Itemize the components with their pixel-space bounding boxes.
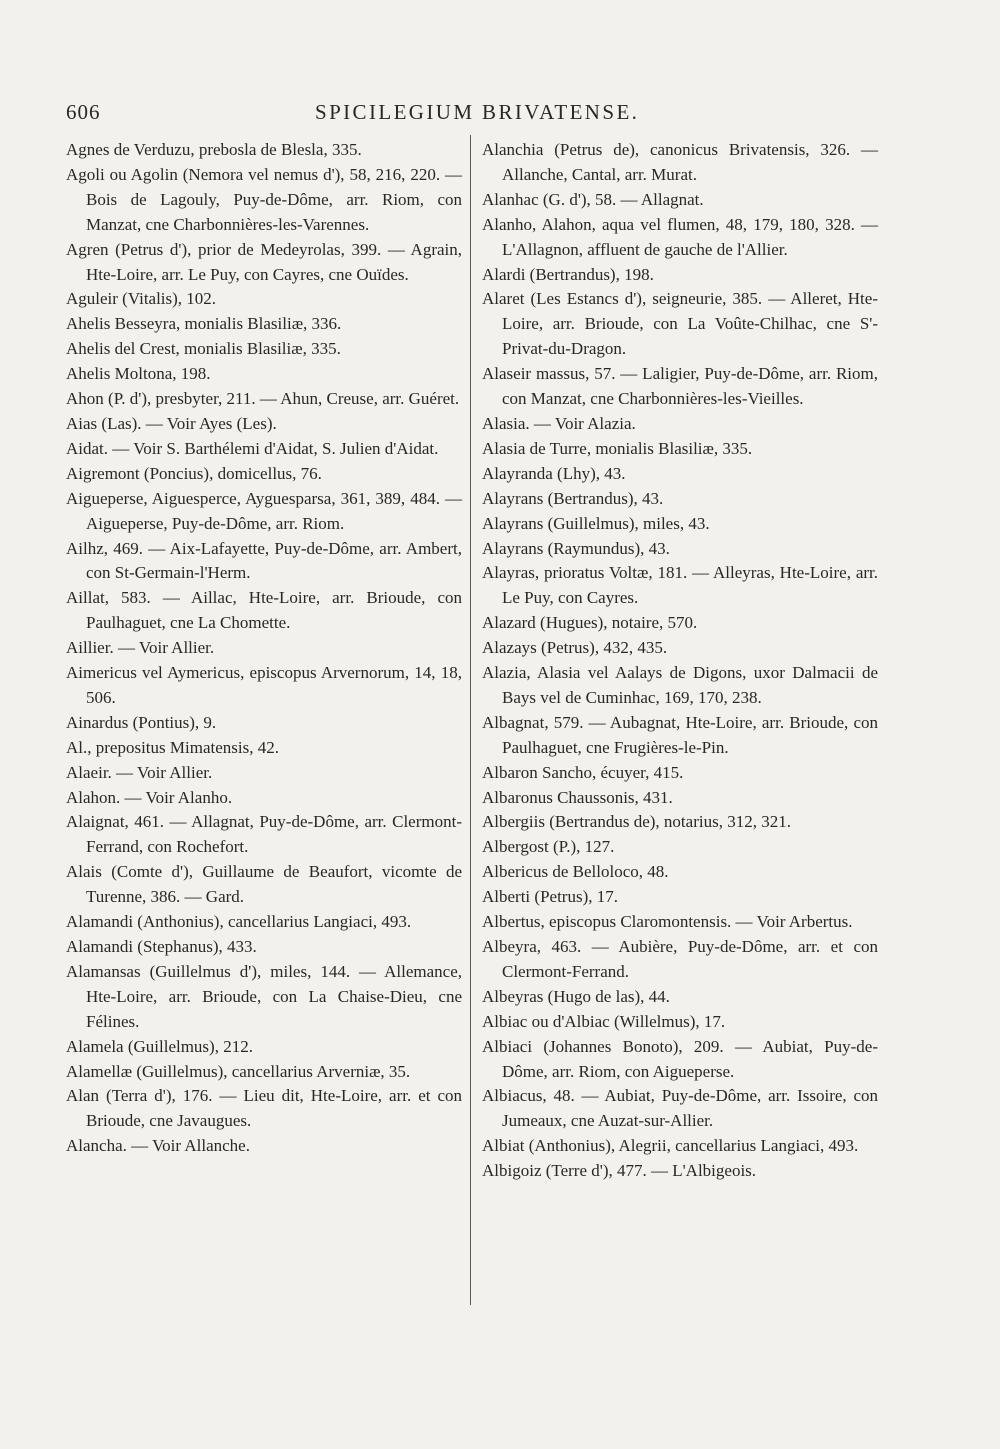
index-entry: Albaronus Chaussonis, 431. <box>482 787 673 807</box>
index-entry: Alaignat, 461. — Allagnat, Puy-de-Dôme, arr. Clermont-Ferrand, con Rochefort. <box>66 812 462 857</box>
index-entry: Aias (Las). — Voir Ayes (Les). <box>66 413 277 433</box>
index-entry: Alan (Terra d'), 176. — Lieu dit, Hte-Loire, arr. et con Brioude, cne Javaugues. <box>66 1086 462 1131</box>
right-column <box>482 138 878 1184</box>
index-entry: Albericus de Belloloco, 48. <box>482 862 669 882</box>
index-entry: Albertus, episcopus Claromontensis. — Voir Arbertus. <box>482 912 853 932</box>
index-entry: Alanho, Alahon, aqua vel flumen, 48, 179, 180, 328. — L'Allagnon, affluent de gauche de l'Allier. <box>482 214 878 259</box>
index-entry: Alamansas (Guillelmus d'), miles, 144. — Allemance, Hte-Loire, arr. Brioude, con La Chaise-Dieu, cne Félines. <box>66 961 462 1031</box>
index-entry: Agnes de Verduzu, preboslа de Blesla, 335. <box>66 140 362 159</box>
column-divider <box>470 135 471 1305</box>
index-entry: Alasia. — Voir Alazia. <box>482 413 636 433</box>
index-entry: Aigremont (Poncius), domicellus, 76. <box>66 463 322 483</box>
index-entry: Albiat (Anthonius), Alegrii, cancellarius Langiaci, 493. <box>482 1136 859 1156</box>
index-entry: Albeyra, 463. — Aubière, Puy-de-Dôme, arr. et con Clermont-Ferrand. <box>482 937 878 981</box>
index-entry: Alardi (Bertrandus), 198. <box>482 264 654 284</box>
index-entry: Albagnat, 579. — Aubagnat, Hte-Loire, arr. Brioude, con Paulhaguet, cne Frugières-le-Pin. <box>482 712 878 757</box>
index-entry: Alahon. — Voir Alanho. <box>66 787 233 807</box>
index-entry: Albiac ou d'Albiac (Willelmus), 17. <box>482 1011 726 1031</box>
index-entry: Albeyras (Hugo de las), 44. <box>482 986 670 1006</box>
index-entry: Ahon (P. d'), presbyter, 211. — Ahun, Creuse, arr. Guéret. <box>66 389 460 409</box>
index-entry: Alanhac (G. d'), 58. — Allagnat. <box>482 189 704 209</box>
index-entry: Agoli ou Agolin (Nemora vel nemus d'), 58, 216, 220. — Bois de Lagouly, Puy-de-Dôme, arr. Riom, con Manzat, cne Charbonnières-les-Varennes. <box>66 164 462 234</box>
index-entry: Albigoiz (Terre d'), 477. — L'Albigeois. <box>482 1161 757 1181</box>
index-entry: Albiacus, 48. — Aubiat, Puy-de-Dôme, arr. Issoire, con Jumeaux, cne Auzat-sur-Allier. <box>482 1086 878 1131</box>
index-entry: Alamandi (Stephanus), 433. <box>66 937 257 956</box>
index-entry: Alamela (Guillelmus), 212. <box>66 1036 253 1056</box>
page-number: 606 <box>66 100 101 124</box>
index-entry: Alasia de Turre, monialis Blasiliæ, 335. <box>482 438 753 458</box>
index-entry: Alayras, prioratus Voltæ, 181. — Alleyras, Hte-Loire, arr. Le Puy, con Cayres. <box>482 563 878 608</box>
index-entry: Albergost (P.), 127. <box>482 837 615 857</box>
index-entry: Aidat. — Voir S. Barthélemi d'Aidat, S. Julien d'Aidat. <box>66 438 439 458</box>
index-entry: Alais (Comte d'), Guillaume de Beaufort, vicomte de Turenne, 386. — Gard. <box>66 862 462 907</box>
index-entry: Ahelis Moltona, 198. <box>66 364 211 384</box>
index-entry: Alayrans (Guillelmus), miles, 43. <box>482 513 710 533</box>
left-column <box>66 138 462 1159</box>
running-title: SPICILEGIUM BRIVATENSE. <box>315 100 640 124</box>
index-entry: Albiaci (Johannes Bonoto), 209. — Aubiat, Puy-de-Dôme, arr. Riom, con Aigueperse. <box>482 1036 878 1081</box>
index-entry: Ahelis Besseyra, monialis Blasiliæ, 336. <box>66 314 342 334</box>
index-entry: Alaseir massus, 57. — Laligier, Puy-de-Dôme, arr. Riom, con Manzat, cne Charbonnières-les-Vieilles. <box>482 364 878 409</box>
index-entry: Aillier. — Voir Allier. <box>66 638 215 658</box>
index-entry: Al., prepositus Mimatensis, 42. <box>66 737 279 757</box>
index-entry: Aguleir (Vitalis), 102. <box>66 289 217 309</box>
index-entry: Aimericus vel Aymericus, episcopus Arvernorum, 14, 18, 506. <box>66 663 462 707</box>
index-entry: Ailhz, 469. — Aix-Lafayette, Puy-de-Dôme, arr. Ambert, con St-Germain-l'Herm. <box>66 538 462 583</box>
index-entry: Aillat, 583. — Aillac, Hte-Loire, arr. Brioude, con Paulhaguet, cne La Chomette. <box>66 588 462 633</box>
index-entry: Albaron Sancho, écuyer, 415. <box>482 762 684 782</box>
index-entry: Alaret (Les Estancs d'), seigneurie, 385. — Alleret, Hte-Loire, arr. Brioude, con La Voûte-Chilhac, cne S'-Privat-du-Dragon. <box>482 289 878 359</box>
index-entry: Alancha. — Voir Allanche. <box>66 1136 250 1156</box>
index-entry: Alayranda (Lhy), 43. <box>482 463 626 483</box>
index-entry: Alazays (Petrus), 432, 435. <box>482 638 668 658</box>
index-entry: Alazia, Alasia vel Aalays de Digons, uxor Dalmacii de Bays vel de Cuminhac, 169, 170, 238. <box>482 663 878 707</box>
index-entry: Alberti (Petrus), 17. <box>482 887 618 907</box>
index-entry: Aigueperse, Aiguesperce, Ayguesparsa, 361, 389, 484. — Aigueperse, Puy-de-Dôme, arr. Riom. <box>66 488 462 533</box>
index-entry: Alazard (Hugues), notaire, 570. <box>482 613 698 633</box>
index-entry: Ainardus (Pontius), 9. <box>66 712 217 732</box>
index-entry: Alayrans (Raymundus), 43. <box>482 538 670 558</box>
index-entry: Alamandi (Anthonius), cancellarius Langiaci, 493. <box>66 912 412 932</box>
index-entry: Alamellæ (Guillelmus), cancellarius Arverniæ, 35. <box>66 1061 411 1081</box>
index-entry: Albergiis (Bertrandus de), notarius, 312, 321. <box>482 812 791 832</box>
index-entry: Ahelis del Crest, monialis Blasiliæ, 335. <box>66 339 341 359</box>
index-entry: Alanchia (Petrus de), canonicus Brivatensis, 326. — Allanche, Cantal, arr. Murat. <box>482 140 878 184</box>
index-entry: Alayrans (Bertrandus), 43. <box>482 488 664 508</box>
index-entry: Agren (Petrus d'), prior de Medeyrolas, 399. — Agrain, Hte-Loire, arr. Le Puy, con Cayres, cne Ouïdes. <box>66 239 462 284</box>
index-entry: Alaeir. — Voir Allier. <box>66 762 213 782</box>
